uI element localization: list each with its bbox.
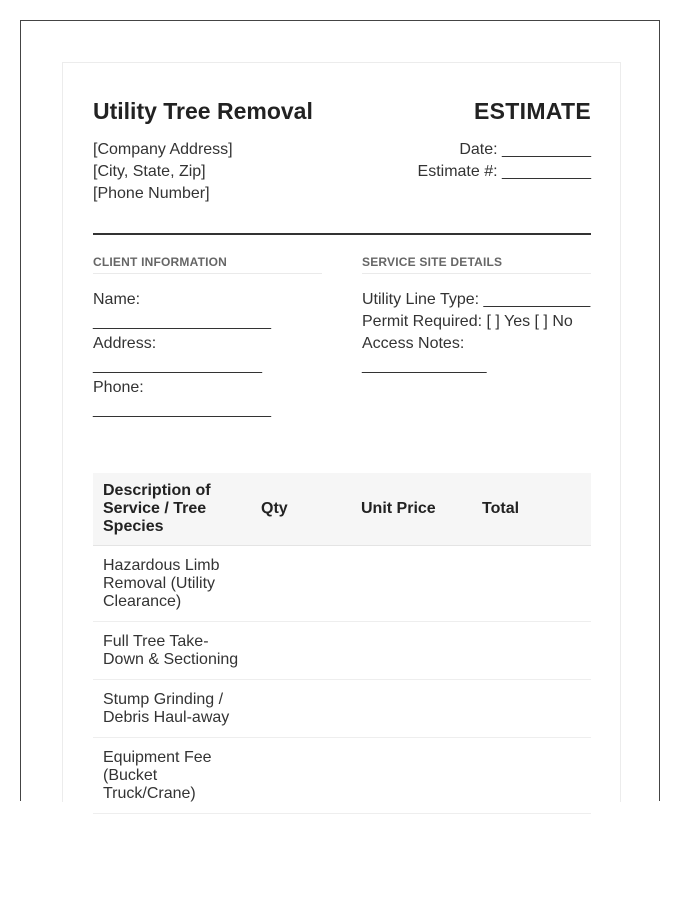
row-total[interactable]: [472, 546, 591, 622]
document-type: ESTIMATE: [474, 98, 591, 124]
table-row: [93, 680, 591, 738]
table-row: [93, 738, 591, 814]
sheet-content: [93, 97, 591, 814]
utility-line-type-field[interactable]: Utility Line Type: ____________: [362, 291, 591, 308]
header-divider: [93, 233, 591, 235]
company-phone: [Phone Number]: [93, 185, 210, 202]
row-total[interactable]: [472, 680, 591, 738]
row-description: Equipment Fee (Bucket Truck/Crane): [93, 738, 251, 814]
row-description: Full Tree Take-Down & Sectioning: [93, 622, 251, 680]
column-header-qty: Qty: [251, 473, 351, 546]
document-fields: [418, 139, 591, 205]
client-name-field[interactable]: ____________________: [93, 313, 271, 330]
row-description: Hazardous Limb Removal (Utility Clearance): [93, 546, 251, 622]
client-phone-label: Phone:: [93, 379, 144, 396]
row-description: Stump Grinding / Debris Haul-away: [93, 680, 251, 738]
row-qty[interactable]: [251, 546, 351, 622]
date-field[interactable]: Date: __________: [459, 141, 591, 158]
table-header-row: [93, 473, 591, 546]
document-frame: [20, 20, 660, 801]
client-information-heading: CLIENT INFORMATION: [93, 255, 322, 274]
row-qty[interactable]: [251, 622, 351, 680]
client-address-field[interactable]: Address: ___________________: [93, 335, 263, 374]
column-header-description: Description of Service / Tree Species: [93, 473, 251, 546]
row-unit-price[interactable]: [351, 622, 472, 680]
title-row: [93, 97, 591, 125]
row-total[interactable]: [472, 622, 591, 680]
column-header-unit-price: Unit Price: [351, 473, 472, 546]
row-qty[interactable]: [251, 680, 351, 738]
table-row: [93, 622, 591, 680]
site-fields: [362, 289, 591, 377]
access-notes-field[interactable]: ______________: [362, 357, 487, 374]
row-unit-price[interactable]: [351, 680, 472, 738]
company-address-block: [93, 139, 233, 205]
company-name: Utility Tree Removal: [93, 98, 313, 124]
row-total[interactable]: [472, 738, 591, 814]
client-information-section: [93, 255, 322, 421]
permit-required-field[interactable]: Permit Required: [ ] Yes [ ] No: [362, 313, 573, 330]
service-site-section: [362, 255, 591, 421]
company-address: [Company Address]: [93, 141, 233, 158]
estimate-number-field[interactable]: Estimate #: __________: [417, 163, 591, 180]
client-name-label: Name:: [93, 291, 141, 308]
access-notes-label: Access Notes:: [362, 335, 465, 352]
company-city-state-zip: [City, State, Zip]: [93, 163, 206, 180]
table-row: [93, 546, 591, 622]
row-qty[interactable]: [251, 738, 351, 814]
row-unit-price[interactable]: [351, 546, 472, 622]
client-fields: [93, 289, 322, 421]
column-header-total: Total: [472, 473, 591, 546]
meta-row: [93, 139, 591, 205]
service-site-heading: SERVICE SITE DETAILS: [362, 255, 591, 274]
estimate-sheet: [62, 62, 621, 802]
line-items-table: [93, 473, 591, 814]
client-phone-field[interactable]: ____________________: [93, 401, 271, 418]
info-row: [93, 255, 591, 421]
row-unit-price[interactable]: [351, 738, 472, 814]
